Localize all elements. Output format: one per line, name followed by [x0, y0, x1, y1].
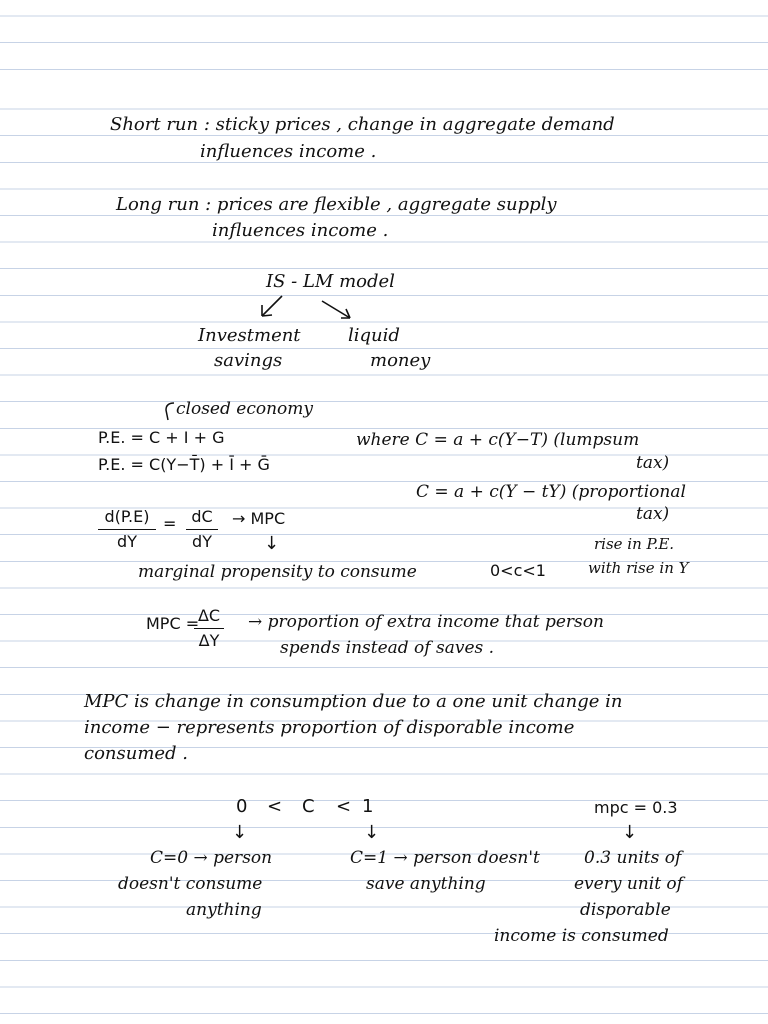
range-one: 1 — [362, 796, 374, 817]
fraction-bar — [186, 529, 218, 530]
range-c: C — [302, 796, 315, 817]
savings-label: savings — [214, 350, 283, 371]
mpc-definition-lhs: MPC = — [146, 614, 200, 633]
tax-label-1: tax) — [636, 453, 670, 473]
range-zero: 0 — [236, 796, 248, 817]
down-arrow-icon: ↓ — [264, 533, 280, 554]
dpe-denominator: dY — [117, 532, 137, 551]
delta-fraction — [194, 606, 224, 650]
long-run-line-1: Long run : prices are flexible , aggregate supply — [116, 194, 557, 215]
islm-title: IS - LM model — [266, 271, 395, 292]
c1-line-2: save anything — [366, 874, 486, 894]
short-run-line-1: Short run : sticky prices , change in aggregate demand — [110, 114, 615, 135]
mpc-example: mpc = 0.3 — [594, 798, 678, 817]
pe-equation-1: P.E. = C + I + G — [98, 428, 225, 447]
mpc-arrow-label: → MPC — [232, 509, 286, 528]
pe-equation-2: P.E. = C(Y−T̄) + Ī + Ḡ — [98, 455, 270, 474]
example-line-1: 0.3 units of — [584, 848, 682, 868]
dpe-numerator: d(P.E) — [104, 507, 150, 526]
c1-line-1: C=1 → person doesn't — [350, 848, 540, 868]
dpe-dy-fraction — [98, 507, 156, 551]
mpc-full-name: marginal propensity to consume — [138, 562, 417, 582]
mpc-definition-line-2: spends instead of saves . — [280, 638, 495, 658]
delta-c: ΔC — [197, 606, 221, 625]
consumption-proportional: C = a + c(Y − tY) (proportional — [416, 482, 686, 502]
example-line-3: disporable — [580, 900, 671, 920]
money-label: money — [370, 350, 431, 371]
down-arrow-icon: ↓ — [364, 822, 380, 843]
fraction-bar — [98, 529, 156, 530]
c0-line-2: doesn't consume — [118, 874, 263, 894]
example-line-4: income is consumed — [494, 926, 669, 946]
long-run-line-2: influences income . — [212, 220, 389, 241]
consumption-lumpsum: where C = a + c(Y−T) (lumpsum — [356, 430, 640, 450]
paragraph-line-3: consumed . — [84, 743, 189, 764]
tax-label-2: tax) — [636, 504, 670, 524]
fraction-bar — [194, 628, 224, 629]
paragraph-line-2: income − represents proportion of disporable income — [84, 717, 575, 738]
c0-line-1: C=0 → person — [150, 848, 273, 868]
down-arrow-icon: ↓ — [232, 822, 248, 843]
short-run-line-2: influences income . — [200, 141, 377, 162]
dc-numerator: dC — [191, 507, 213, 526]
delta-y: ΔY — [198, 631, 220, 650]
c-range-small: 0<c<1 — [490, 561, 546, 580]
range-less-than-2: < — [336, 796, 352, 817]
rise-note-2: with rise in Y — [588, 559, 689, 577]
liquid-label: liquid — [348, 325, 400, 346]
equals-sign: = — [163, 514, 177, 533]
closed-economy-label: closed economy — [176, 399, 313, 419]
dc-dy-fraction — [186, 507, 218, 551]
down-arrow-icon: ↓ — [622, 822, 638, 843]
investment-label: Investment — [198, 325, 301, 346]
c0-line-3: anything — [186, 900, 262, 920]
mpc-definition-line-1: → proportion of extra income that person — [248, 612, 604, 632]
example-line-2: every unit of — [574, 874, 683, 894]
paragraph-line-1: MPC is change in consumption due to a one unit change in — [84, 691, 623, 712]
dc-denominator: dY — [192, 532, 212, 551]
rise-note-1: rise in P.E. — [594, 535, 675, 553]
range-less-than-1: < — [267, 796, 283, 817]
